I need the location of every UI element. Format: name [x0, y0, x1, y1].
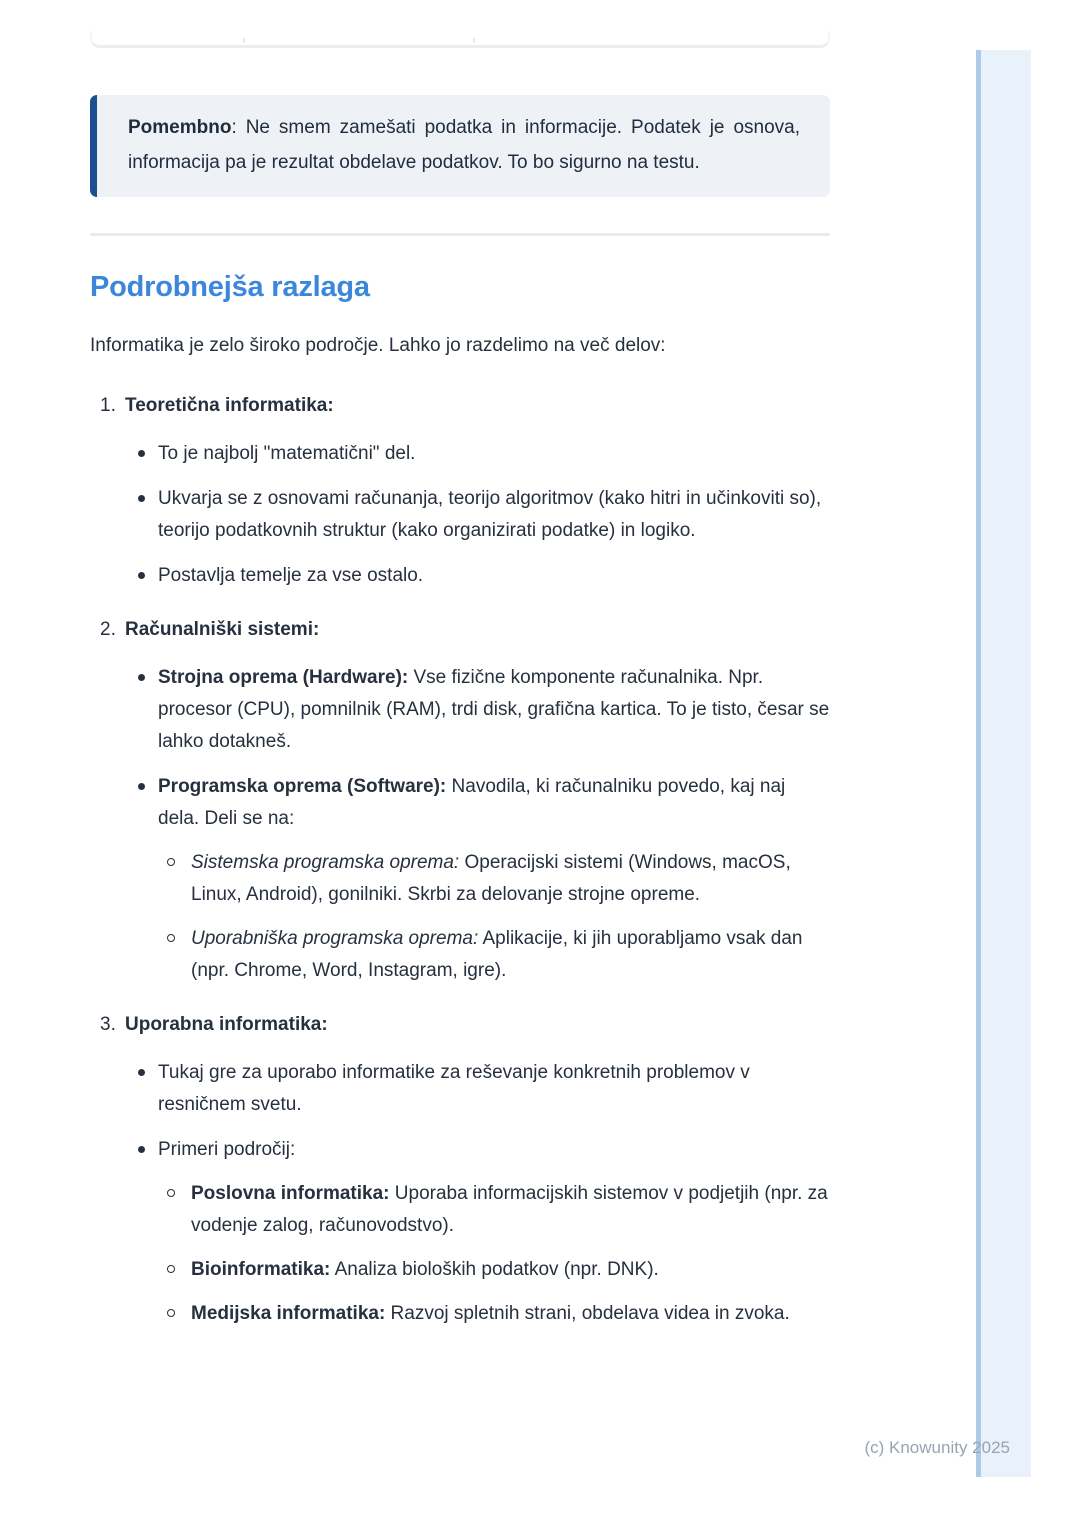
text-segment: Operacijski sistemi (Windows, macOS, Linux, Android), gonilniki. Skrbi za delovanje strojne opreme. — [191, 852, 791, 905]
list-section — [90, 390, 830, 592]
copyright-watermark: (c) Knowunity 2025 — [864, 1438, 1010, 1457]
text-segment: Primeri področij: — [158, 1139, 296, 1160]
callout-important — [90, 95, 830, 197]
list-number: 2. — [100, 619, 116, 640]
bullet-list — [90, 438, 830, 592]
sub-bullet-item — [158, 1178, 830, 1242]
bullet-item — [90, 662, 830, 758]
text-segment: Poslovna informatika: — [191, 1183, 390, 1204]
list-number: 1. — [100, 395, 116, 416]
section-heading: Podrobnejša razlaga — [90, 271, 370, 303]
sub-bullet-list — [158, 847, 830, 987]
page-edge-highlight-bar — [976, 50, 1031, 1477]
list-section-header — [90, 390, 830, 422]
text-segment: Ukvarja se z osnovami računanja, teorijo algoritmov (kako hitri in učinkoviti so), teorijo podatkovnih struktur (kako organizirati podatke) in logiko. — [158, 488, 822, 541]
text-segment: Medijska informatika: — [191, 1303, 386, 1324]
list-section-title: Uporabna informatika: — [125, 1014, 328, 1035]
text-segment: Vse fizične komponente računalnika. Npr. procesor (CPU), pomnilnik (RAM), trdi disk, grafična kartica. To je tisto, česar se lahko dotakneš. — [158, 667, 830, 752]
section-divider — [90, 233, 830, 236]
text-segment: Uporaba informacijskih sistemov v podjetjih (npr. za vodenje zalog, računovodstvo). — [191, 1183, 828, 1236]
text-segment: Postavlja temelje za vse ostalo. — [158, 565, 424, 586]
text-segment: Razvoj spletnih strani, obdelava videa in zvoka. — [385, 1303, 790, 1324]
list-section-header — [90, 1009, 830, 1041]
list-section-title: Računalniški sistemi: — [125, 619, 320, 640]
bullet-item — [90, 1057, 830, 1121]
text-segment: Analiza bioloških podatkov (npr. DNK). — [330, 1259, 659, 1280]
bullet-item — [90, 483, 830, 547]
text-segment: Bioinformatika: — [191, 1259, 331, 1280]
sub-bullet-item — [158, 923, 830, 987]
bullet-list — [90, 662, 830, 987]
sub-bullet-list — [158, 1178, 830, 1330]
bullet-item — [90, 1134, 830, 1330]
list-number: 3. — [100, 1014, 116, 1035]
bullet-item — [90, 771, 830, 987]
list-section-header — [90, 614, 830, 646]
sub-bullet-item — [158, 1254, 830, 1286]
bullet-item — [90, 438, 830, 470]
sub-bullet-item — [158, 1298, 830, 1330]
topic-list — [90, 390, 830, 1330]
text-segment: Strojna oprema (Hardware): — [158, 667, 409, 688]
callout-label: Pomembno — [128, 117, 232, 138]
list-section — [90, 1009, 830, 1330]
text-segment: Aplikacije, ki jih uporabljamo vsak dan (npr. Chrome, Word, Instagram, igre). — [191, 928, 803, 981]
list-section — [90, 614, 830, 987]
text-segment: Sistemska programska oprema: — [191, 852, 460, 873]
sub-bullet-item — [158, 847, 830, 911]
callout-text: : Ne smem zamešati podatka in informacije. Podatek je osnova, informacija pa je rezultat obdelave podatkov. To bo sigurno na testu. — [128, 117, 800, 173]
text-segment: To je najbolj "matematični" del. — [158, 443, 416, 464]
text-segment: Navodila, ki računalniku povedo, kaj naj dela. Deli se na: — [158, 776, 786, 829]
intro-paragraph: Informatika je zelo široko področje. Lahko jo razdelimo na več delov: — [90, 335, 666, 356]
list-section-title: Teoretična informatika: — [125, 395, 334, 416]
bullet-list — [90, 1057, 830, 1330]
bullet-item — [90, 560, 830, 592]
note-content — [90, 0, 830, 1330]
text-segment: Programska oprema (Software): — [158, 776, 447, 797]
text-segment: Tukaj gre za uporabo informatike za reševanje konkretnih problemov v resničnem svetu. — [158, 1062, 750, 1115]
text-segment: Uporabniška programska oprema: — [191, 928, 479, 949]
